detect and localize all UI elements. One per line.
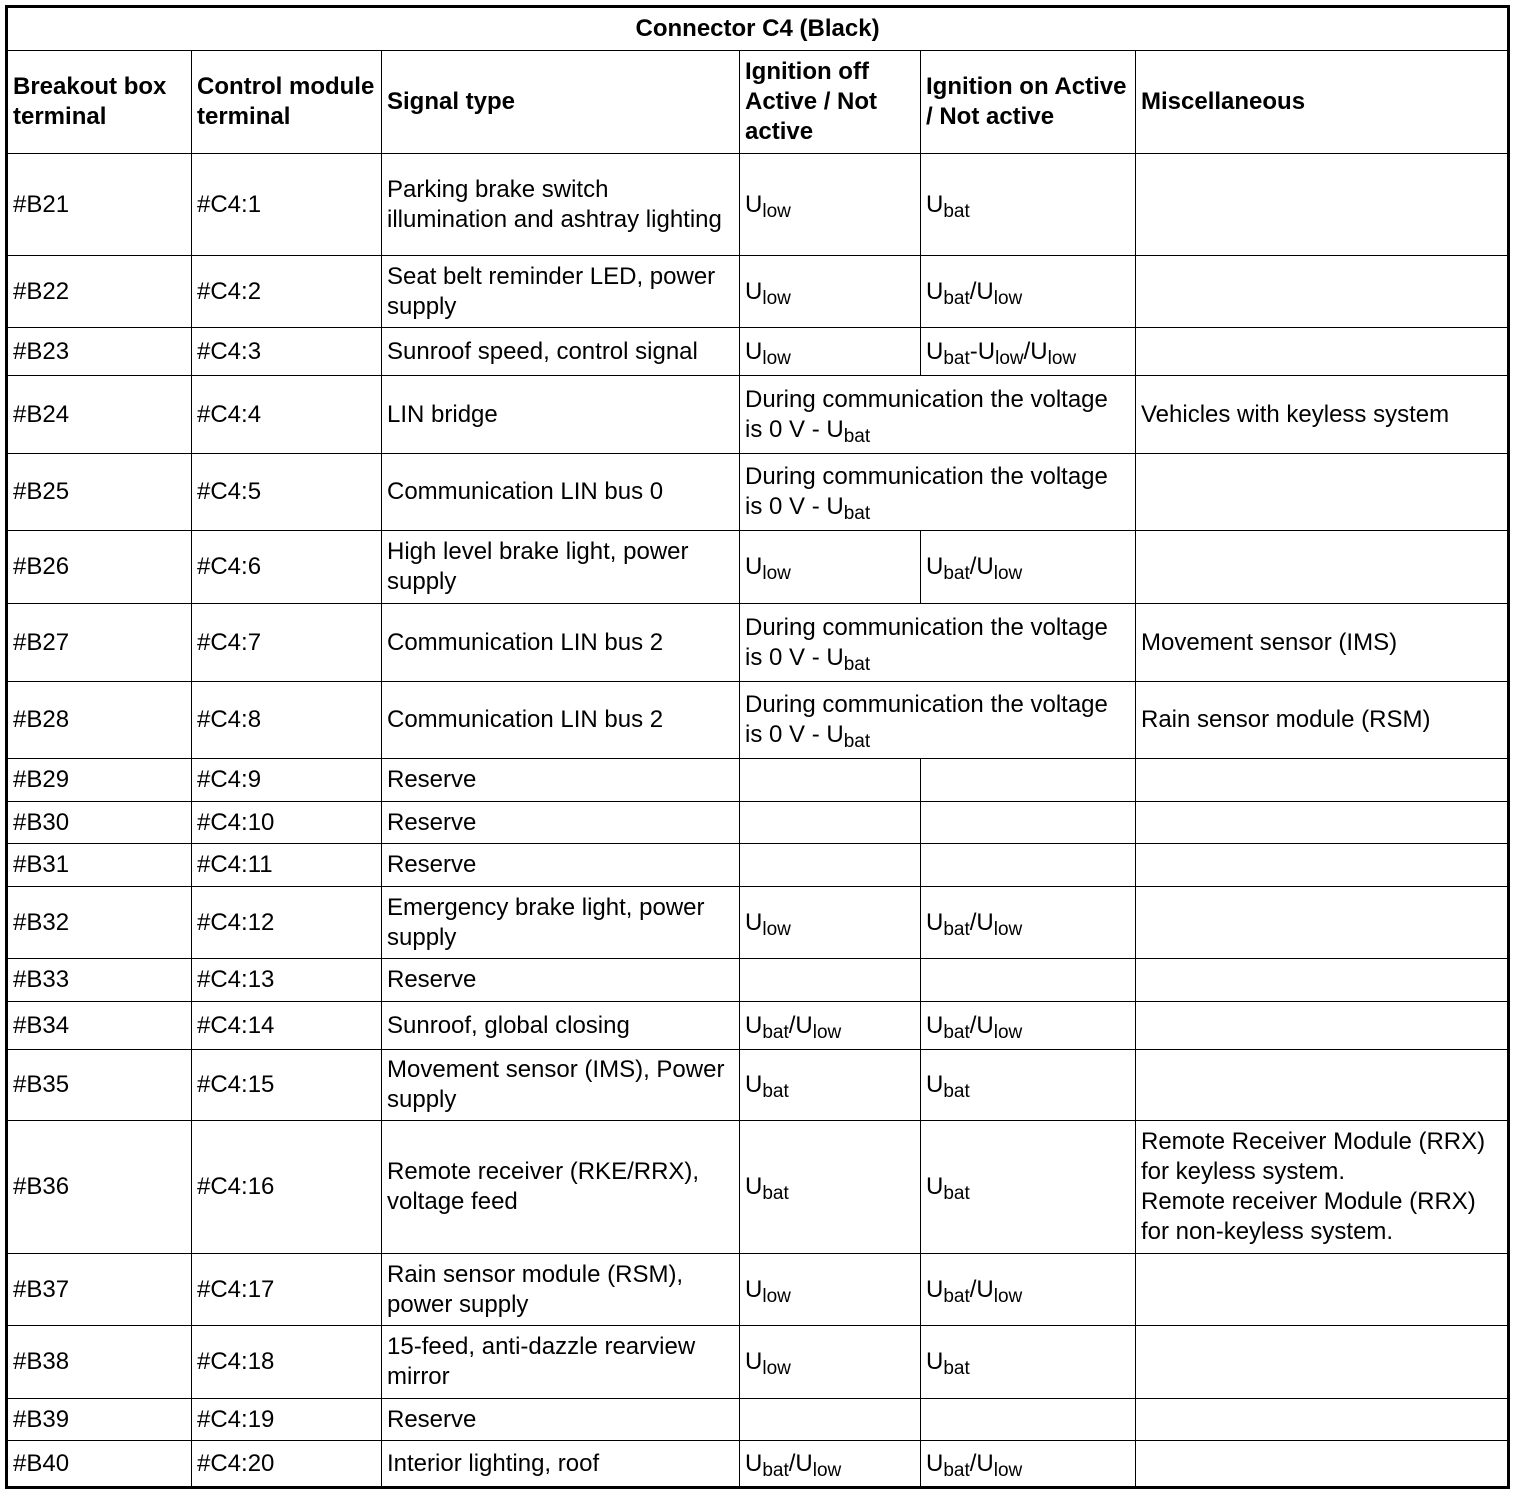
voltage-symbol: /U: [1023, 337, 1048, 365]
voltage-subscript: bat: [943, 1285, 970, 1307]
voltage-symbol: U: [745, 277, 763, 305]
voltage-symbol: U: [926, 1011, 944, 1039]
miscellaneous-cell: Vehicles with keyless system: [1136, 376, 1509, 454]
miscellaneous-cell: Movement sensor (IMS): [1136, 604, 1509, 682]
miscellaneous-cell: [1136, 1050, 1509, 1121]
signal-type-cell: Rain sensor module (RSM), power supply: [382, 1254, 740, 1326]
miscellaneous-cell: [1136, 844, 1509, 887]
breakout-terminal-cell: #B30: [7, 802, 192, 844]
signal-type-cell: Reserve: [382, 759, 740, 802]
miscellaneous-cell: [1136, 887, 1509, 959]
table-row: [7, 682, 1509, 759]
ignition-communication-cell: [740, 682, 1136, 759]
connector-table: [5, 5, 1510, 1489]
breakout-terminal-cell: #B34: [7, 1002, 192, 1050]
breakout-terminal-cell: #B38: [7, 1326, 192, 1399]
voltage-symbol: U: [745, 908, 763, 936]
connector-table-container: [5, 5, 1510, 1489]
voltage-symbol: /U: [969, 553, 994, 580]
title-row: [7, 7, 1509, 51]
voltage-symbol: U: [926, 337, 944, 365]
control-module-terminal-cell: #C4:14: [192, 1002, 382, 1050]
ignition-off-cell: [740, 154, 921, 256]
control-module-terminal-cell: #C4:6: [192, 531, 382, 604]
signal-type-cell: Remote receiver (RKE/RRX), voltage feed: [382, 1121, 740, 1254]
voltage-symbol: During communication the voltage is 0 V - U: [745, 463, 1108, 520]
ignition-on-cell: [921, 328, 1136, 376]
signal-type-cell: Sunroof, global closing: [382, 1002, 740, 1050]
ignition-on-cell: [921, 844, 1136, 887]
voltage-subscript: low: [762, 918, 791, 940]
breakout-terminal-cell: #B25: [7, 454, 192, 531]
voltage-subscript: low: [812, 1459, 842, 1481]
miscellaneous-cell: [1136, 454, 1509, 531]
signal-type-cell: Reserve: [382, 959, 740, 1002]
control-module-terminal-cell: #C4:5: [192, 454, 382, 531]
voltage-symbol: U: [745, 1071, 763, 1098]
voltage-symbol: U: [745, 1173, 763, 1200]
voltage-subscript: low: [993, 287, 1023, 309]
voltage-subscript: bat: [762, 1081, 789, 1102]
ignition-off-cell: [740, 256, 921, 328]
voltage-symbol: U: [926, 190, 944, 218]
voltage-subscript: bat: [943, 563, 970, 584]
voltage-subscript: bat: [943, 1021, 970, 1043]
voltage-symbol: U: [745, 1348, 763, 1375]
voltage-symbol: U: [745, 553, 763, 580]
miscellaneous-cell: [1136, 154, 1509, 256]
voltage-subscript: low: [993, 563, 1023, 584]
control-module-terminal-cell: #C4:13: [192, 959, 382, 1002]
ignition-on-cell: [921, 802, 1136, 844]
control-module-terminal-cell: #C4:7: [192, 604, 382, 682]
signal-type-cell: Sunroof speed, control signal: [382, 328, 740, 376]
voltage-subscript: low: [762, 287, 791, 309]
ignition-off-cell: [740, 759, 921, 802]
ignition-on-cell: [921, 1441, 1136, 1488]
voltage-symbol: U: [745, 1011, 763, 1039]
breakout-terminal-cell: #B32: [7, 887, 192, 959]
control-module-terminal-cell: #C4:18: [192, 1326, 382, 1399]
voltage-subscript: bat: [943, 347, 970, 369]
breakout-terminal-cell: #B28: [7, 682, 192, 759]
voltage-subscript: low: [762, 200, 791, 222]
ignition-on-cell: [921, 759, 1136, 802]
table-row: [7, 376, 1509, 454]
voltage-subscript: bat: [943, 1358, 970, 1379]
signal-type-cell: Seat belt reminder LED, power supply: [382, 256, 740, 328]
table-row: [7, 1050, 1509, 1121]
voltage-symbol: U: [926, 1275, 944, 1303]
miscellaneous-cell: Rain sensor module (RSM): [1136, 682, 1509, 759]
ignition-on-cell: [921, 1050, 1136, 1121]
ignition-off-cell: [740, 1326, 921, 1399]
breakout-terminal-cell: #B29: [7, 759, 192, 802]
signal-type-cell: Communication LIN bus 2: [382, 682, 740, 759]
voltage-symbol: U: [926, 1071, 944, 1098]
control-module-terminal-cell: #C4:2: [192, 256, 382, 328]
table-row: [7, 1121, 1509, 1254]
ignition-on-cell: [921, 1002, 1136, 1050]
table-title: Connector C4 (Black): [7, 7, 1509, 51]
control-module-terminal-cell: #C4:1: [192, 154, 382, 256]
breakout-terminal-cell: #B23: [7, 328, 192, 376]
breakout-terminal-cell: #B24: [7, 376, 192, 454]
breakout-terminal-cell: #B22: [7, 256, 192, 328]
header-signal-type: Signal type: [382, 51, 740, 154]
signal-type-cell: High level brake light, power supply: [382, 531, 740, 604]
table-row: [7, 1399, 1509, 1441]
breakout-terminal-cell: #B21: [7, 154, 192, 256]
voltage-subscript: low: [812, 1021, 842, 1043]
voltage-symbol: U: [926, 277, 944, 305]
voltage-symbol: /U: [788, 1011, 813, 1039]
voltage-symbol: /U: [969, 908, 994, 936]
breakout-terminal-cell: #B39: [7, 1399, 192, 1441]
ignition-on-cell: [921, 531, 1136, 604]
voltage-symbol: During communication the voltage is 0 V - U: [745, 691, 1108, 748]
voltage-symbol: U: [745, 1275, 763, 1303]
voltage-symbol: U: [926, 1348, 944, 1375]
miscellaneous-cell: [1136, 531, 1509, 604]
voltage-symbol: U: [745, 1449, 763, 1477]
table-row: [7, 802, 1509, 844]
table-row: [7, 1326, 1509, 1399]
ignition-off-cell: [740, 1399, 921, 1441]
control-module-terminal-cell: #C4:12: [192, 887, 382, 959]
voltage-subscript: bat: [943, 1459, 970, 1481]
table-row: [7, 1254, 1509, 1326]
signal-type-cell: LIN bridge: [382, 376, 740, 454]
voltage-subscript: bat: [843, 503, 871, 524]
voltage-subscript: bat: [843, 653, 871, 675]
voltage-subscript: bat: [843, 731, 871, 752]
voltage-subscript: low: [993, 1285, 1023, 1307]
voltage-subscript: low: [762, 563, 791, 584]
table-row: [7, 154, 1509, 256]
signal-type-cell: Reserve: [382, 844, 740, 887]
control-module-terminal-cell: #C4:8: [192, 682, 382, 759]
voltage-subscript: low: [1047, 347, 1077, 369]
miscellaneous-cell: [1136, 802, 1509, 844]
voltage-subscript: bat: [943, 1081, 970, 1102]
ignition-off-cell: [740, 1441, 921, 1488]
ignition-communication-cell: [740, 604, 1136, 682]
control-module-terminal-cell: #C4:16: [192, 1121, 382, 1254]
signal-type-cell: 15-feed, anti-dazzle rearview mirror: [382, 1326, 740, 1399]
ignition-off-cell: [740, 1002, 921, 1050]
ignition-on-cell: [921, 1121, 1136, 1254]
voltage-symbol: /U: [969, 277, 994, 305]
ignition-on-cell: [921, 256, 1136, 328]
miscellaneous-cell: [1136, 1399, 1509, 1441]
signal-type-cell: Movement sensor (IMS), Power supply: [382, 1050, 740, 1121]
voltage-subscript: low: [762, 1358, 791, 1379]
voltage-symbol: /U: [788, 1449, 813, 1477]
table-row: [7, 959, 1509, 1002]
miscellaneous-cell: [1136, 959, 1509, 1002]
voltage-subscript: bat: [843, 425, 871, 447]
voltage-subscript: bat: [762, 1021, 789, 1043]
control-module-terminal-cell: #C4:9: [192, 759, 382, 802]
breakout-terminal-cell: #B26: [7, 531, 192, 604]
header-row: [7, 51, 1509, 154]
voltage-symbol: U: [926, 1449, 944, 1477]
voltage-subscript: bat: [943, 200, 970, 222]
ignition-on-cell: [921, 959, 1136, 1002]
voltage-symbol: During communication the voltage is 0 V - U: [745, 385, 1108, 443]
table-row: [7, 1441, 1509, 1488]
header-breakout-terminal: Breakout box terminal: [7, 51, 192, 154]
table-row: [7, 887, 1509, 959]
control-module-terminal-cell: #C4:20: [192, 1441, 382, 1488]
ignition-communication-cell: [740, 454, 1136, 531]
voltage-subscript: low: [993, 1021, 1023, 1043]
voltage-subscript: bat: [943, 918, 970, 940]
table-row: [7, 328, 1509, 376]
voltage-symbol: U: [926, 908, 944, 936]
table-row: [7, 531, 1509, 604]
breakout-terminal-cell: #B36: [7, 1121, 192, 1254]
ignition-on-cell: [921, 1399, 1136, 1441]
miscellaneous-cell: [1136, 328, 1509, 376]
ignition-off-cell: [740, 844, 921, 887]
control-module-terminal-cell: #C4:10: [192, 802, 382, 844]
voltage-symbol: During communication the voltage is 0 V - U: [745, 613, 1108, 671]
signal-type-cell: Parking brake switch illumination and ashtray lighting: [382, 154, 740, 256]
control-module-terminal-cell: #C4:15: [192, 1050, 382, 1121]
voltage-subscript: bat: [943, 1183, 970, 1204]
signal-type-cell: Reserve: [382, 802, 740, 844]
ignition-on-cell: [921, 154, 1136, 256]
header-ignition-on: Ignition on Active / Not active: [921, 51, 1136, 154]
voltage-symbol: U: [926, 1173, 944, 1200]
voltage-symbol: U: [745, 190, 763, 218]
table-row: [7, 454, 1509, 531]
ignition-off-cell: [740, 1254, 921, 1326]
control-module-terminal-cell: #C4:11: [192, 844, 382, 887]
signal-type-cell: Emergency brake light, power supply: [382, 887, 740, 959]
breakout-terminal-cell: #B35: [7, 1050, 192, 1121]
voltage-subscript: low: [995, 347, 1024, 369]
breakout-terminal-cell: #B40: [7, 1441, 192, 1488]
voltage-subscript: low: [762, 1285, 791, 1307]
header-control-module-terminal: Control module terminal: [192, 51, 382, 154]
miscellaneous-cell: [1136, 1002, 1509, 1050]
voltage-subscript: low: [993, 918, 1023, 940]
ignition-off-cell: [740, 1050, 921, 1121]
table-row: [7, 1002, 1509, 1050]
voltage-symbol: U: [926, 553, 944, 580]
signal-type-cell: Reserve: [382, 1399, 740, 1441]
ignition-on-cell: [921, 887, 1136, 959]
table-body: [7, 154, 1509, 1488]
breakout-terminal-cell: #B31: [7, 844, 192, 887]
ignition-on-cell: [921, 1254, 1136, 1326]
miscellaneous-cell: [1136, 759, 1509, 802]
voltage-subscript: low: [993, 1459, 1023, 1481]
header-ignition-off: Ignition off Active / Not active: [740, 51, 921, 154]
signal-type-cell: Interior lighting, roof: [382, 1441, 740, 1488]
control-module-terminal-cell: #C4:3: [192, 328, 382, 376]
signal-type-cell: Communication LIN bus 2: [382, 604, 740, 682]
breakout-terminal-cell: #B33: [7, 959, 192, 1002]
miscellaneous-cell: [1136, 1326, 1509, 1399]
table-row: [7, 604, 1509, 682]
ignition-off-cell: [740, 802, 921, 844]
header-miscellaneous: Miscellaneous: [1136, 51, 1509, 154]
voltage-subscript: bat: [762, 1183, 789, 1204]
voltage-subscript: low: [762, 347, 791, 369]
control-module-terminal-cell: #C4:4: [192, 376, 382, 454]
voltage-symbol: U: [745, 337, 763, 365]
miscellaneous-cell: [1136, 1254, 1509, 1326]
signal-type-cell: Communication LIN bus 0: [382, 454, 740, 531]
ignition-off-cell: [740, 959, 921, 1002]
miscellaneous-cell: [1136, 1441, 1509, 1488]
voltage-subscript: bat: [762, 1459, 789, 1481]
control-module-terminal-cell: #C4:17: [192, 1254, 382, 1326]
voltage-symbol: /U: [969, 1275, 994, 1303]
table-row: [7, 256, 1509, 328]
ignition-off-cell: [740, 1121, 921, 1254]
ignition-off-cell: [740, 531, 921, 604]
ignition-off-cell: [740, 328, 921, 376]
breakout-terminal-cell: #B37: [7, 1254, 192, 1326]
breakout-terminal-cell: #B27: [7, 604, 192, 682]
voltage-symbol: /U: [969, 1011, 994, 1039]
voltage-symbol: /U: [969, 1449, 994, 1477]
table-row: [7, 759, 1509, 802]
control-module-terminal-cell: #C4:19: [192, 1399, 382, 1441]
ignition-communication-cell: [740, 376, 1136, 454]
table-row: [7, 844, 1509, 887]
voltage-subscript: bat: [943, 287, 970, 309]
ignition-on-cell: [921, 1326, 1136, 1399]
ignition-off-cell: [740, 887, 921, 959]
voltage-symbol: -U: [969, 337, 996, 365]
miscellaneous-cell: Remote Receiver Module (RRX) for keyless system. Remote receiver Module (RRX) for non-keyless system.: [1136, 1121, 1509, 1254]
miscellaneous-cell: [1136, 256, 1509, 328]
